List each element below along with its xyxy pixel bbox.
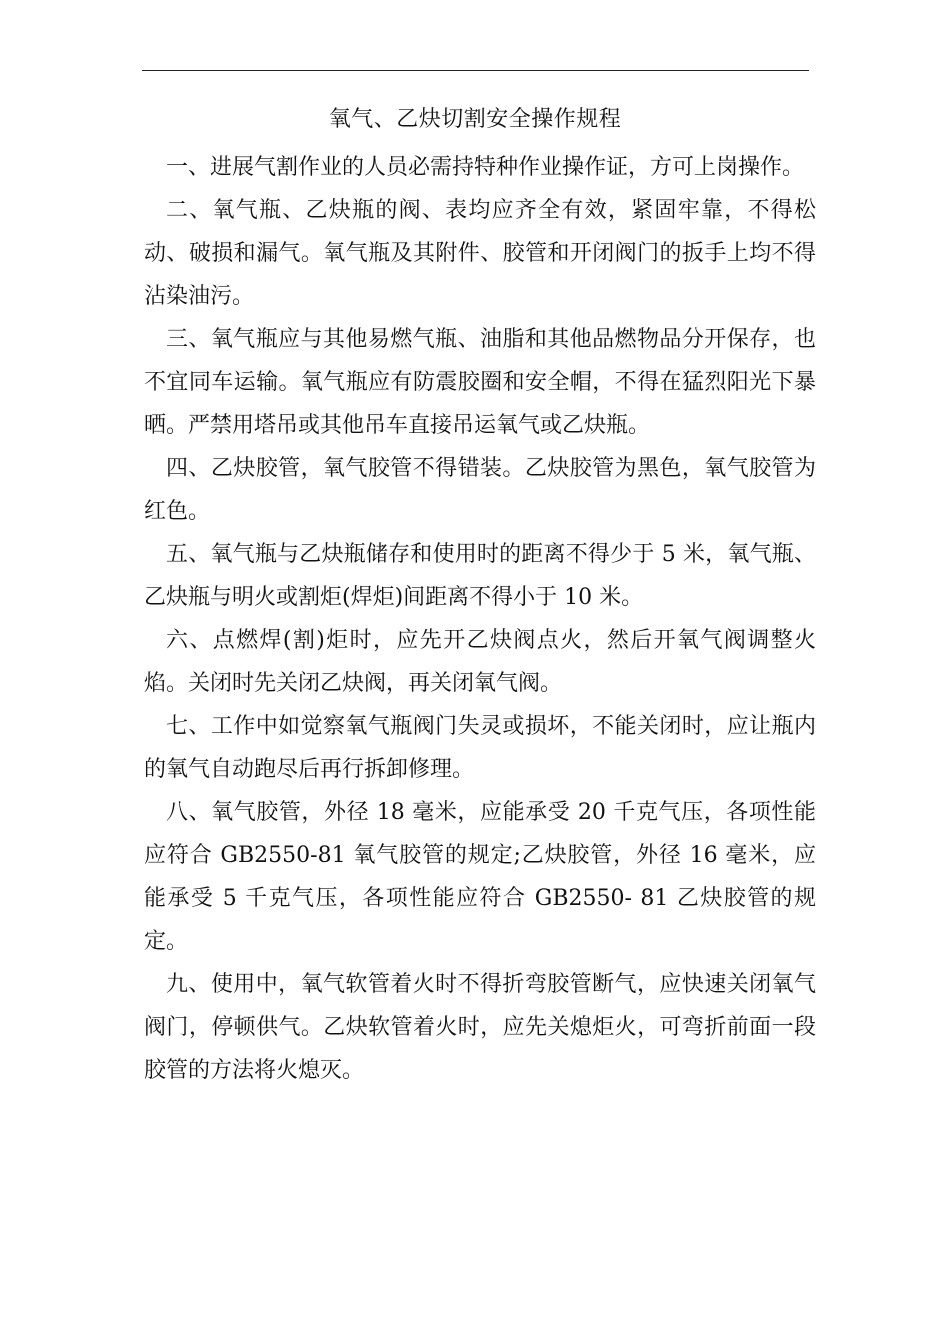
rule-paragraph-4: 四、乙炔胶管，氧气胶管不得错装。乙炔胶管为黑色，氧气胶管为红色。 [144, 456, 816, 524]
rule-paragraph-1: 一、进展气割作业的人员必需持特种作业操作证，方可上岗操作。 [166, 155, 805, 180]
rule-paragraph-6: 六、点燃焊(割)炬时，应先开乙炔阀点火，然后开氧气阀调整火焰。关闭时先关闭乙炔阀，再关闭氧气阀。 [144, 628, 816, 696]
header-rule [142, 70, 809, 71]
rule-paragraph-9: 九、使用中，氧气软管着火时不得折弯胶管断气，应快速关闭氧气阀门，停顿供气。乙炔软管着火时，应先关熄炬火，可弯折前面一段胶管的方法将火熄灭。 [144, 972, 816, 1083]
document-body [144, 146, 816, 1092]
rule-paragraph-2: 二、氧气瓶、乙炔瓶的阀、表均应齐全有效，紧固牢靠，不得松动、破损和漏气。氧气瓶及其附件、胶管和开闭阀门的扳手上均不得沾染油污。 [144, 198, 816, 309]
rule-paragraph-3: 三、氧气瓶应与其他易燃气瓶、油脂和其他品燃物品分开保存，也不宜同车运输。氧气瓶应有防震胶圈和安全帽，不得在猛烈阳光下暴晒。严禁用塔吊或其他吊车直接吊运氧气或乙炔瓶。 [144, 327, 816, 438]
rule-paragraph-5: 五、氧气瓶与乙炔瓶储存和使用时的距离不得少于 5 米，氧气瓶、乙炔瓶与明火或割炬(焊炬)间距离不得小于 10 米。 [144, 542, 816, 610]
rule-paragraph-8: 八、氧气胶管，外径 18 毫米，应能承受 20 千克气压，各项性能应符合 GB2550-81 氧气胶管的规定;乙炔胶管，外径 16 毫米，应能承受 5 千克气压，各项性能应符合 GB2550- 81 乙炔胶管的规定。 [144, 800, 816, 954]
document-title: 氧气、乙炔切割安全操作规程 [328, 107, 622, 132]
rule-paragraph-7: 七、工作中如觉察氧气瓶阀门失灵或损坏，不能关闭时，应让瓶内的氧气自动跑尽后再行拆卸修理。 [144, 714, 816, 782]
